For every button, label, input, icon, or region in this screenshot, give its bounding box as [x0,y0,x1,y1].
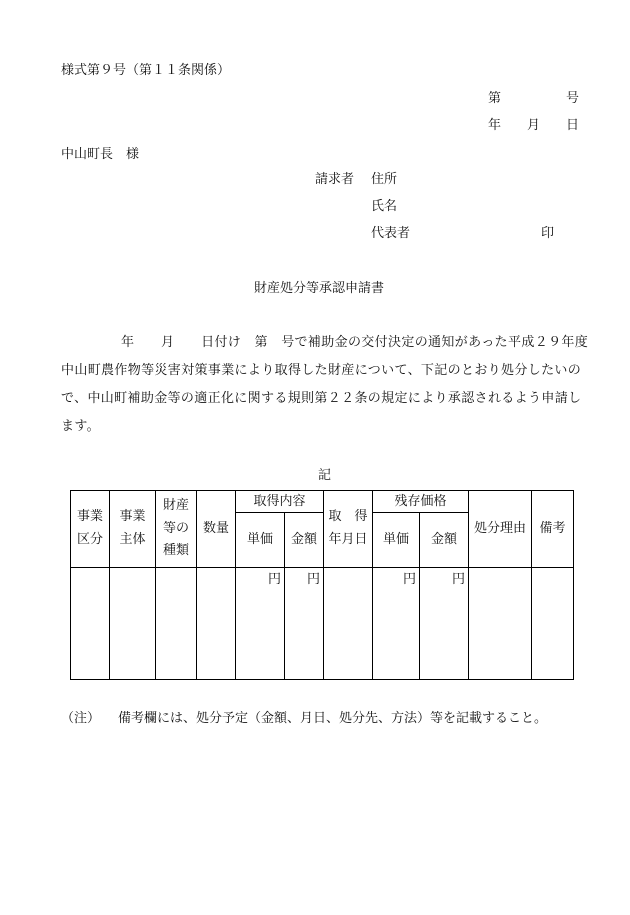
ki-heading: 記 [318,468,332,483]
body-text: 年 月 日付け 第 号で補助金の交付決定の通知があった平成２９年度中山町農作物等災害対策事業により取得した財産について、下記のとおり処分したいので、中山町補助金等の適正化に関する規則第２２条の規定により承認されるよう申請します。 [61,335,589,434]
cell-acquisition-unit-price[interactable] [236,568,285,680]
cell-remarks[interactable] [532,568,574,680]
header-acquisition: 取得内容 [236,491,324,513]
yen-unit: 円 [403,572,417,587]
header-remarks: 備考 [532,491,574,568]
header-quantity: 数量 [197,491,236,568]
cell-property-type[interactable] [156,568,197,680]
document-title: 財産処分等承認申請書 [254,281,385,296]
header-disposal-reason: 処分理由 [469,491,532,568]
subheader-residual-unit-price: 単価 [373,513,420,568]
cell-quantity[interactable] [197,568,236,680]
header-business-category: 事業 区分 [71,491,110,568]
header-business-entity: 事業 主体 [110,491,156,568]
header-property-type: 財産 等の 種類 [156,491,197,568]
cell-business-entity[interactable] [110,568,156,680]
yen-unit: 円 [452,572,466,587]
cell-disposal-reason[interactable] [469,568,532,680]
header-acquisition-date: 取 得 年月日 [324,491,373,568]
yen-unit: 円 [267,572,281,587]
addressee: 中山町長 様 [61,147,140,162]
form-number-label: 様式第９号（第１１条関係） [61,63,231,78]
yen-unit: 円 [307,572,321,587]
cell-residual-unit-price[interactable] [373,568,420,680]
cell-acquisition-date[interactable] [324,568,373,680]
note-label: （注） [61,711,101,726]
subheader-acquisition-amount: 金額 [285,513,324,568]
document-number: 第 号 [488,91,580,106]
note-text: 備考欄には、処分予定（金額、月日、処分先、方法）等を記載すること。 [118,711,548,726]
body-paragraph [61,329,591,441]
subheader-acquisition-unit-price: 単価 [236,513,285,568]
applicant-name-label: 氏名 [371,199,398,214]
document-date: 年 月 日 [488,118,580,133]
cell-residual-amount[interactable] [420,568,469,680]
seal-mark: 印 [541,226,555,241]
applicant-address-label: 住所 [371,172,398,187]
subheader-residual-amount: 金額 [420,513,469,568]
property-disposal-table [70,490,574,680]
applicant-representative-label: 代表者 [371,226,411,241]
header-residual-value: 残存価格 [373,491,469,513]
cell-acquisition-amount[interactable] [285,568,324,680]
applicant-heading: 請求者 [315,172,355,187]
cell-business-category[interactable] [71,568,110,680]
